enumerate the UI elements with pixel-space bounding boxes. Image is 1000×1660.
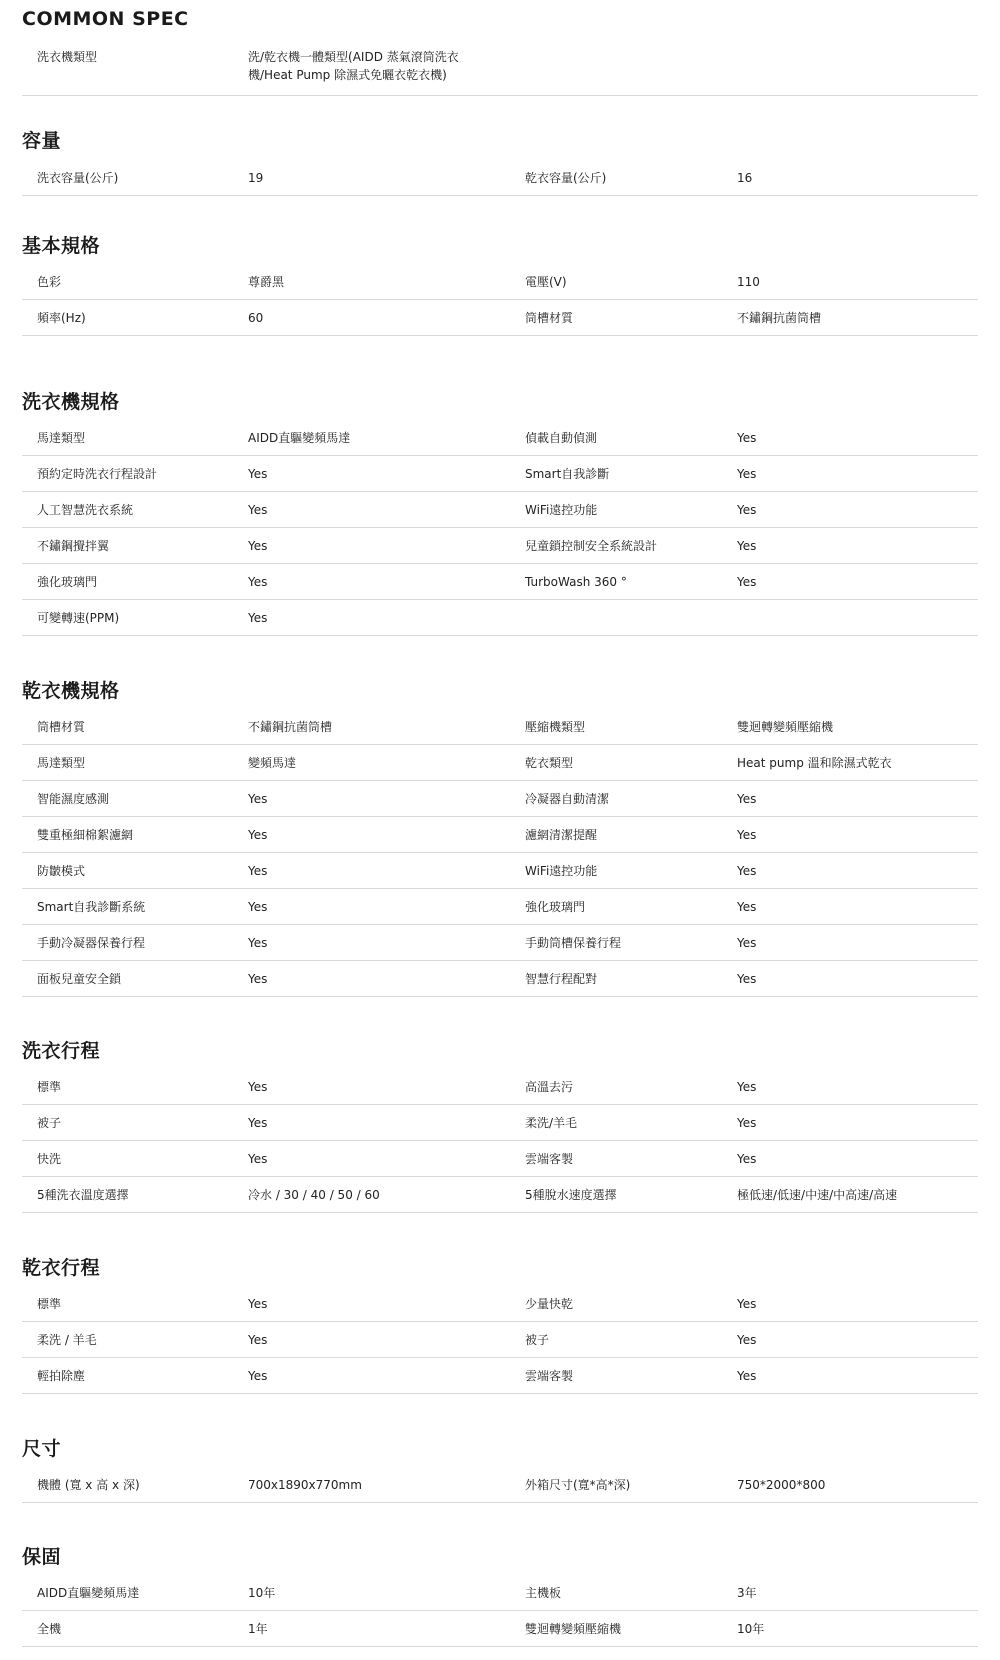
spec-value: 110 — [737, 275, 760, 289]
spec-value: Yes — [737, 467, 757, 481]
spec-value: Yes — [737, 431, 757, 445]
spec-value: Yes — [248, 467, 268, 481]
spec-label: 可變轉速(PPM) — [37, 611, 120, 625]
spec-row — [22, 456, 978, 492]
spec-label: 柔洗/羊毛 — [525, 1116, 578, 1130]
spec-value: Yes — [248, 1152, 268, 1166]
spec-row — [22, 1069, 978, 1105]
spec-row — [22, 564, 978, 600]
spec-row — [22, 853, 978, 889]
spec-label: WiFi遠控功能 — [525, 864, 598, 878]
spec-value: 1年 — [248, 1622, 268, 1636]
spec-label: 被子 — [525, 1333, 550, 1347]
spec-label: 智慧行程配對 — [525, 972, 598, 986]
spec-value: 變頻馬達 — [248, 756, 297, 770]
spec-label: 標準 — [37, 1080, 62, 1094]
spec-value: Yes — [737, 1152, 757, 1166]
spec-label: 柔洗 / 羊毛 — [37, 1333, 97, 1347]
spec-value: Yes — [737, 864, 757, 878]
spec-value: Yes — [248, 792, 268, 806]
spec-label: 乾衣類型 — [525, 756, 574, 770]
spec-value: Yes — [248, 972, 268, 986]
spec-label: 被子 — [37, 1116, 62, 1130]
spec-value: 極低速/低速/中速/中高速/高速 — [737, 1188, 898, 1202]
spec-label: 雲端客製 — [525, 1152, 574, 1166]
spec-value: 洗/乾衣機一體類型(AIDD 蒸氣滾筒洗衣機/Heat Pump 除濕式免曬衣乾衣機) — [248, 50, 459, 82]
spec-label: WiFi遠控功能 — [525, 503, 598, 517]
spec-label: 洗衣機類型 — [37, 50, 98, 64]
spec-value: Yes — [737, 972, 757, 986]
spec-label: 頻率(Hz) — [37, 311, 86, 325]
spec-value — [737, 600, 977, 636]
spec-row — [22, 1575, 978, 1611]
spec-value: Yes — [737, 1297, 757, 1311]
spec-value: Yes — [248, 900, 268, 914]
spec-label: 兒童鎖控制安全系統設計 — [525, 539, 658, 553]
spec-value: Yes — [248, 503, 268, 517]
spec-value: Yes — [248, 1080, 268, 1094]
spec-value: 尊爵黑 — [248, 275, 285, 289]
spec-label: AIDD直驅變頻馬達 — [37, 1586, 140, 1600]
spec-row — [22, 1322, 978, 1358]
spec-label: 馬達類型 — [37, 756, 86, 770]
spec-label: 人工智慧洗衣系統 — [37, 503, 134, 517]
spec-value: Yes — [248, 1297, 268, 1311]
spec-value: 3年 — [737, 1586, 757, 1600]
spec-row — [22, 925, 978, 961]
spec-row — [22, 36, 978, 96]
spec-label: 預約定時洗衣行程設計 — [37, 467, 158, 481]
spec-value: Yes — [248, 936, 268, 950]
spec-label: 面板兒童安全鎖 — [37, 972, 122, 986]
spec-label: 手動筒槽保養行程 — [525, 936, 622, 950]
spec-value: Yes — [248, 1116, 268, 1130]
spec-value: Yes — [248, 864, 268, 878]
spec-label: 濾網清潔提醒 — [525, 828, 598, 842]
spec-value: Yes — [737, 936, 757, 950]
spec-label: 洗衣容量(公斤) — [37, 171, 119, 185]
spec-row — [22, 1105, 978, 1141]
spec-label: 不鏽鋼攪拌翼 — [37, 539, 110, 553]
spec-value: 10年 — [737, 1622, 765, 1636]
spec-value: Yes — [737, 503, 757, 517]
spec-label: 智能濕度感測 — [37, 792, 110, 806]
spec-value: Yes — [737, 575, 757, 589]
spec-value: Yes — [248, 611, 268, 625]
spec-label: 主機板 — [525, 1586, 562, 1600]
spec-row — [22, 1141, 978, 1177]
spec-label: 雙重極細棉絮濾網 — [37, 828, 134, 842]
spec-row — [22, 160, 978, 196]
spec-row — [22, 1467, 978, 1503]
spec-label: Smart自我診斷 — [525, 467, 610, 481]
section-title: 容量 — [22, 130, 62, 152]
spec-value: Yes — [737, 1333, 757, 1347]
spec-label: 高溫去污 — [525, 1080, 574, 1094]
spec-row — [22, 1358, 978, 1394]
spec-label: 強化玻璃門 — [525, 900, 586, 914]
spec-row — [22, 1611, 978, 1647]
spec-label: 馬達類型 — [37, 431, 86, 445]
spec-label: 防皺模式 — [37, 864, 86, 878]
spec-label: Smart自我診斷系統 — [37, 900, 146, 914]
spec-value: AIDD直驅變頻馬達 — [248, 431, 351, 445]
spec-label: 強化玻璃門 — [37, 575, 98, 589]
spec-label: 5種洗衣溫度選擇 — [37, 1188, 129, 1202]
spec-value: 不鏽鋼抗菌筒槽 — [248, 720, 333, 734]
spec-row — [22, 709, 978, 745]
spec-row — [22, 1177, 978, 1213]
spec-row — [22, 889, 978, 925]
section-title: 洗衣機規格 — [22, 391, 120, 413]
spec-value: Yes — [248, 828, 268, 842]
spec-value: 16 — [737, 171, 753, 185]
spec-row — [22, 420, 978, 456]
spec-label: 雙迴轉變頻壓縮機 — [525, 1622, 622, 1636]
spec-label: 機體 (寬 x 高 x 深) — [37, 1478, 140, 1492]
spec-value: Yes — [737, 1116, 757, 1130]
spec-label: 外箱尺寸(寬*高*深) — [525, 1478, 631, 1492]
spec-label: 5種脫水速度選擇 — [525, 1188, 617, 1202]
spec-label: 少量快乾 — [525, 1297, 574, 1311]
spec-row — [22, 1286, 978, 1322]
spec-value: Heat pump 溫和除濕式乾衣 — [737, 756, 892, 770]
section-title: COMMON SPEC — [22, 8, 189, 30]
spec-row — [22, 264, 978, 300]
spec-value: Yes — [737, 1080, 757, 1094]
spec-label: 色彩 — [37, 275, 62, 289]
spec-label: 冷凝器自動清潔 — [525, 792, 610, 806]
spec-label: 標準 — [37, 1297, 62, 1311]
section-title: 乾衣行程 — [22, 1257, 101, 1279]
spec-label: TurboWash 360 ° — [525, 575, 627, 589]
spec-value: Yes — [248, 1369, 268, 1383]
spec-row — [22, 961, 978, 997]
spec-value: 700x1890x770mm — [248, 1478, 362, 1492]
section-title: 乾衣機規格 — [22, 680, 120, 702]
spec-label: 壓縮機類型 — [525, 720, 586, 734]
spec-value: 60 — [248, 311, 264, 325]
spec-label: 全機 — [37, 1622, 62, 1636]
spec-label: 筒槽材質 — [37, 720, 86, 734]
spec-value: 不鏽鋼抗菌筒槽 — [737, 311, 822, 325]
spec-value: Yes — [248, 575, 268, 589]
spec-label: 手動冷凝器保養行程 — [37, 936, 146, 950]
spec-value: Yes — [248, 1333, 268, 1347]
spec-row — [22, 600, 978, 636]
section-title: 洗衣行程 — [22, 1040, 101, 1062]
spec-row — [22, 817, 978, 853]
spec-label: 快洗 — [37, 1152, 62, 1166]
spec-row — [22, 745, 978, 781]
section-title: 基本規格 — [22, 235, 101, 257]
spec-value: Yes — [248, 539, 268, 553]
spec-label: 雲端客製 — [525, 1369, 574, 1383]
spec-label: 輕拍除塵 — [37, 1369, 86, 1383]
spec-label: 筒槽材質 — [525, 311, 574, 325]
spec-row — [22, 300, 978, 336]
spec-label: 乾衣容量(公斤) — [525, 171, 607, 185]
spec-value: Yes — [737, 792, 757, 806]
spec-label — [525, 600, 735, 636]
spec-value: Yes — [737, 539, 757, 553]
spec-value: Yes — [737, 900, 757, 914]
spec-label: 偵載自動偵測 — [525, 431, 598, 445]
spec-value: 冷水 / 30 / 40 / 50 / 60 — [248, 1188, 380, 1202]
spec-row — [22, 492, 978, 528]
spec-value: 750*2000*800 — [737, 1478, 826, 1492]
spec-label: 電壓(V) — [525, 275, 567, 289]
spec-value: 雙迴轉變頻壓縮機 — [737, 720, 834, 734]
section-title: 尺寸 — [22, 1438, 62, 1460]
spec-value: 19 — [248, 171, 264, 185]
spec-value: Yes — [737, 828, 757, 842]
spec-value: 10年 — [248, 1586, 276, 1600]
section-title: 保固 — [22, 1546, 62, 1568]
spec-row — [22, 781, 978, 817]
spec-value: Yes — [737, 1369, 757, 1383]
spec-row — [22, 528, 978, 564]
